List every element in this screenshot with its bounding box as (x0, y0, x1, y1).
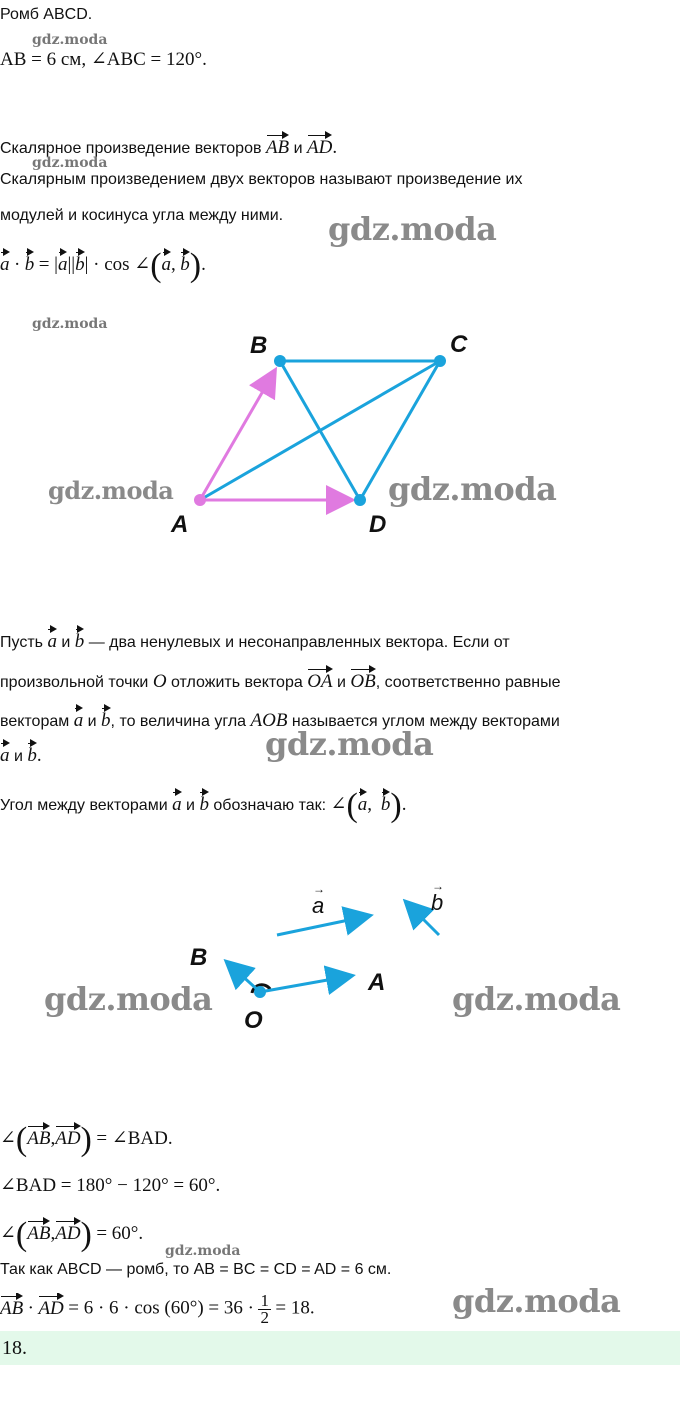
angle-def-line-3: векторам a и b, то величина угла AOB называется углом между векторами (0, 706, 560, 733)
watermark-big: gdz.moda (44, 980, 213, 1018)
solution-step-4: Так как ABCD — ромб, то AB = BC = CD = AD = 6 см. (0, 1261, 392, 1278)
given-line-2 (0, 49, 207, 72)
watermark-big: gdz.moda (452, 980, 621, 1018)
watermark-small: gdz.moda (32, 316, 108, 332)
watermark-small: gdz.moda (32, 155, 108, 171)
solution-step-2: ∠BAD = 180° − 120° = 60°. (0, 1175, 221, 1196)
label-a-arrow: → (313, 882, 325, 896)
label-O: O (244, 1007, 263, 1034)
vector-AB: AB (266, 133, 289, 159)
label-b-arrow: → (432, 879, 444, 893)
given-values: AB = 6 см, ∠ABC = 120°. (0, 49, 207, 70)
vector-OA-arrow (260, 976, 350, 992)
point-B (274, 355, 286, 367)
watermark-big: gdz.moda (452, 1282, 621, 1320)
angle-def-line-4: a и b. (0, 741, 42, 768)
label-A: A (171, 511, 189, 538)
given-text: Ромб ABCD. (0, 6, 93, 23)
angle-def-line-1: Пусть a и b — два ненулевых и несонаправленных вектора. Если от (0, 627, 510, 654)
answer-box (0, 1331, 680, 1365)
definition-line-1: Скалярным произведением двух векторов называют произведение их (0, 171, 523, 188)
angle-notation-line: Угол между векторами a и b обозначаю так: ∠(a, b). (0, 787, 407, 824)
watermark-big: gdz.moda (328, 210, 497, 248)
fraction-one-half: $\frac{1}{2}$ (260, 1293, 269, 1325)
vector-AD: AD (307, 133, 332, 159)
label-B2: B (190, 944, 208, 971)
point-C (434, 355, 446, 367)
definition-line-2: модулей и косинуса угла между ними. (0, 207, 284, 224)
label-b: b (431, 890, 444, 915)
watermark-big: gdz.moda (388, 470, 557, 508)
label-a: a (312, 893, 325, 918)
label-B: B (250, 332, 268, 359)
vector-a-arrow (277, 916, 368, 935)
scalar-heading: Скалярное произведение векторов AB и AD. (0, 133, 337, 160)
angle-def-line-2: произвольной точки O отложить вектора OA и OB, соответственно равные (0, 667, 560, 694)
answer-value: 18. (2, 1337, 27, 1359)
label-C: C (450, 331, 468, 358)
scalar-heading-text: Скалярное произведение векторов (0, 140, 262, 157)
solution-step-1: ∠(AB,AD) = ∠BAD. (0, 1121, 173, 1158)
watermark-big: gdz.moda (265, 725, 434, 763)
watermark-big: gdz.moda (48, 476, 174, 505)
angle-figure (0, 875, 680, 1045)
vector-AB-arrow (200, 372, 274, 500)
point-D (354, 494, 366, 506)
label-D: D (369, 511, 387, 538)
solution-step-5: AB · AD = 6 · 6 · cos (60°) = 36 · $\frac{1}{2}$ = 18. (0, 1293, 315, 1325)
label-A2: A (368, 969, 386, 996)
dot-product-formula: a · b = |a||b| · cos ∠(a, b). (0, 247, 206, 284)
watermark-small: gdz.moda (165, 1243, 241, 1259)
point-O (254, 986, 266, 998)
watermark-small: gdz.moda (32, 32, 108, 48)
given-line-1 (0, 4, 92, 26)
point-A (194, 494, 206, 506)
and-word: и (293, 140, 303, 157)
rhombus-figure (0, 320, 680, 550)
solution-step-3: ∠(AB,AD) = 60°. (0, 1216, 144, 1253)
vector-OB-arrow (228, 963, 260, 992)
